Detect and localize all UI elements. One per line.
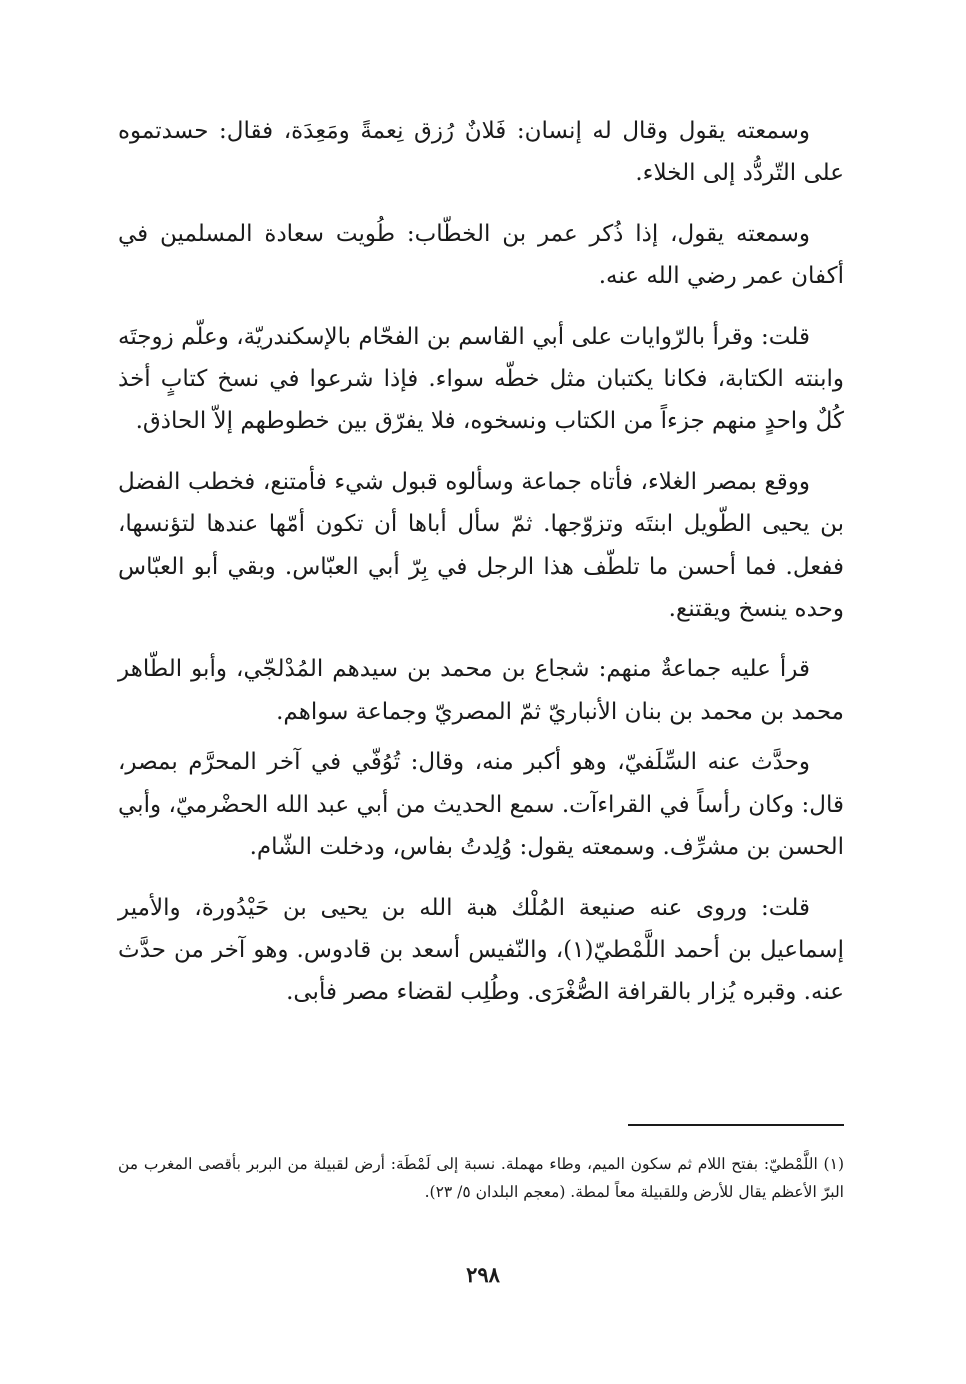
page-number: ٢٩٨: [466, 1262, 500, 1287]
main-text: [118, 110, 844, 1032]
paragraph-1: وسمعته يقول وقال له إنسان: فَلانٌ رُزق نِعمةً ومَعِدَة، فقال: حسدتموه على التّردُّد إلى الخلاء.: [118, 118, 844, 187]
footnote-separator: [628, 1124, 844, 1126]
paragraph-5: قرأ عليه جماعةٌ منهم: شجاع بن محمد بن سيدهم المُدْلجّي، وأبو الطّاهر محمد بن محمد بن بنان الأنباريّ ثمّ المصريّ وجماعة سواهم.: [118, 656, 844, 725]
paragraph-6: وحدَّث عنه السِّلَفيّ، وهو أكبر منه، وقال: تُوُفّي في آخر المحرَّم بمصر، قال: وكان رأساً في القراءآت. سمع الحديث من أبي عبد الله الحضْرميّ، وأبي الحسن بن مشرِّف. وسمعته يقول: وُلِدتُ بفاس، ودخلت الشّام.: [118, 749, 844, 861]
footnotes: [118, 1150, 844, 1206]
footnote-1: (١) اللَّمْطيّ: بفتح اللام ثم سكون الميم، وطاء مهملة. نسبة إلى لَمْطَة: أرض لقبيلة من البربر بأقصى المغرب من البرّ الأعظم يقال للأرض وللقبيلة معاً لمطة. (معجم البلدان ٥/ ٢٣).: [118, 1155, 844, 1201]
paragraph-3: قلت: وقرأ بالرّوايات على أبي القاسم بن الفحّام بالإسكندريّة، وعلّم زوجتَه وابنته الكتابة، فكانا يكتبان مثل خطّه سواء. فإذا شرعوا في نسخ كتابٍ أخذ كُلٌ واحدٍ منهم جزءاً من الكتاب ونسخوه، فلا يفرّق بين خطوطهم إلاّ الحاذق.: [118, 323, 844, 435]
paragraph-4: ووقع بمصر الغلاء، فأتاه جماعة وسألوه قبول شيء فأمتنع، فخطب الفضل بن يحيى الطّويل ابنتَه وتزوّجها. ثمّ سأل أباها أن تكون أمّها عندها لتؤنسها، ففعل. فما أحسن ما تلطّف هذا الرجل في بِرّ أبي العبّاس. وبقي أبو العبّاس وحده ينسخ ويقتنع.: [118, 468, 844, 623]
paragraph-2: وسمعته يقول، إذا ذُكر عمر بن الخطّاب: طُويت سعادة المسلمين في أكفان عمر رضي الله عنه.: [118, 220, 844, 290]
paragraph-7: قلت: وروى عنه صنيعة المُلْك هبة الله بن يحيى بن حَيْدُورة، والأمير إسماعيل بن أحمد اللَّمْطيّ(١)، والنّفيس أسعد بن قادوس. وهو آخر من حدَّث عنه. وقبره يُزار بالقرافة الصُّغْرَى. وطُلِب لقضاء مصر فأبى.: [118, 894, 844, 1006]
